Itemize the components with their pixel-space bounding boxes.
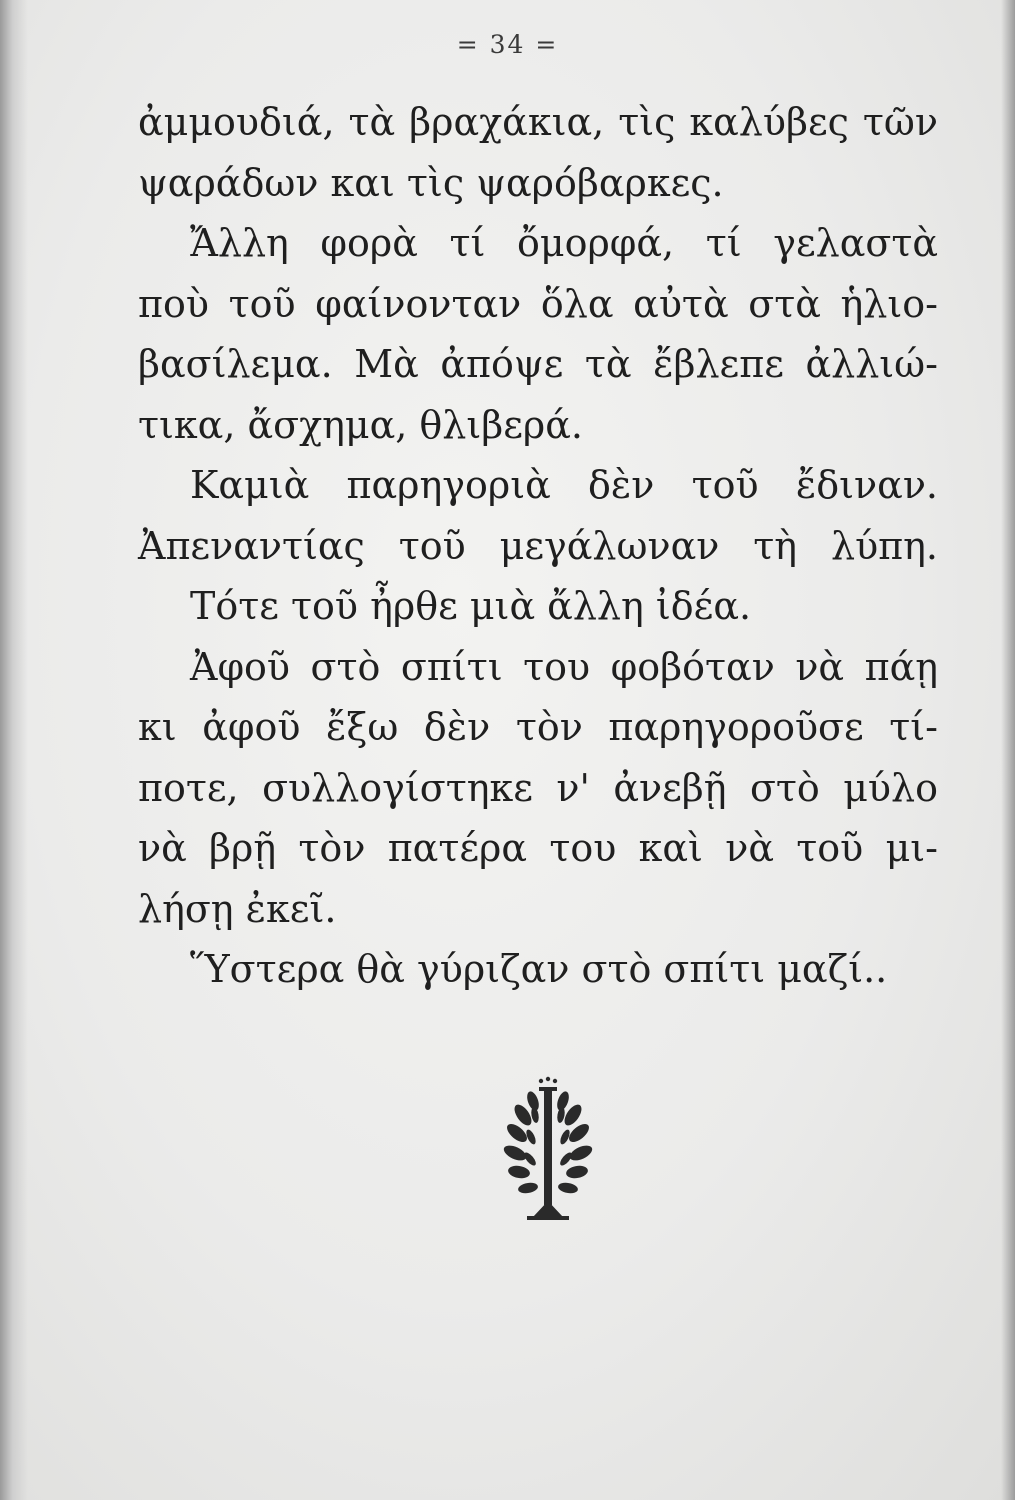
text-line: τικα, ἄσχημα, θλιβερά.	[138, 402, 583, 447]
text-line: ἀμμουδιά, τὰ βραχάκια, τὶς καλύβες τῶν	[138, 100, 938, 144]
laurel-wreath-ornament-icon	[493, 1075, 603, 1225]
body-text	[138, 92, 938, 1000]
text-line: λήσῃ ἐκεῖ.	[138, 886, 337, 931]
text-line: βασίλεμα. Μὰ ἀπόψε τὰ ἔβλεπε ἀλλιώ-	[138, 342, 938, 386]
spine-shadow	[0, 0, 28, 1500]
text-line: ποὺ τοῦ φαίνονταν ὅλα αὐτὰ στὰ ἡλιο-	[138, 281, 938, 326]
text-line: Καμιὰ παρηγοριὰ δὲν τοῦ ἔδιναν.	[190, 463, 938, 507]
page-number: = 34 =	[456, 30, 559, 59]
text-line: ψαράδων και τὶς ψαρόβαρκες.	[138, 160, 724, 205]
text-line: Ὕστερα θὰ γύριζαν στὸ σπίτι μαζί..	[190, 947, 888, 991]
text-line: Τότε τοῦ ἦρθε μιὰ ἄλλη ἰδέα.	[190, 584, 752, 628]
text-line: νὰ βρῇ τὸν πατέρα του καὶ νὰ τοῦ μι-	[138, 826, 938, 870]
page-edge-shadow	[1001, 0, 1015, 1500]
text-line: Ἀπεναντίας τοῦ μεγάλωναν τὴ λύπη.	[138, 523, 938, 568]
text-line: Ἄλλη φορὰ τί ὄμορφά, τί γελαστὰ	[190, 221, 938, 265]
text-line: κι ἀφοῦ ἔξω δὲν τὸν παρηγοροῦσε τί-	[138, 705, 938, 749]
text-line: Ἀφοῦ στὸ σπίτι του φοβόταν νὰ πάῃ	[190, 644, 938, 689]
text-line: ποτε, συλλογίστηκε ν' ἀνεβῇ στὸ μύλο	[138, 765, 938, 810]
